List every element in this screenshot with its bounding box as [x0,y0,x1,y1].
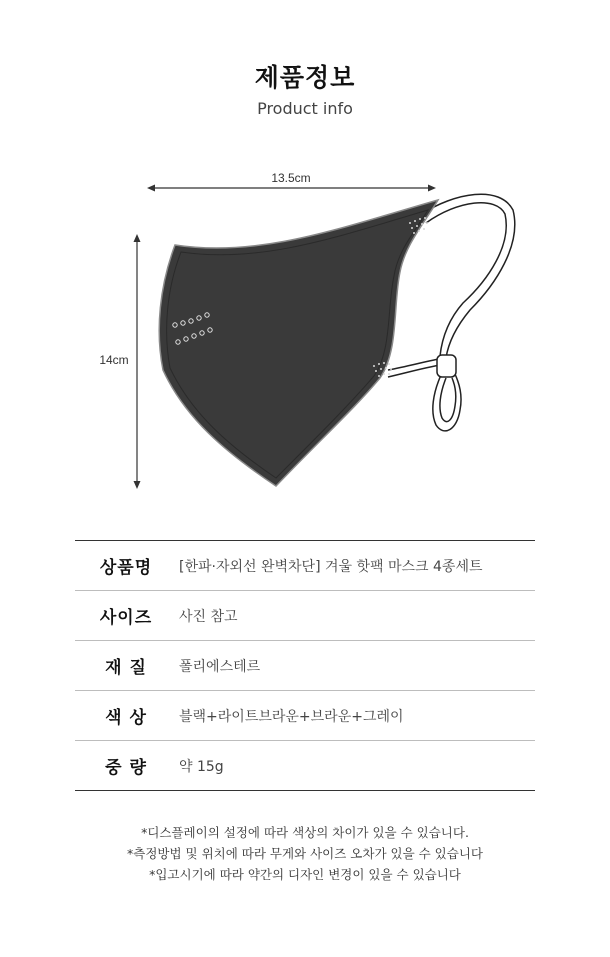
row-value: 약 15g [179,758,224,775]
row-label: 사이즈 [99,608,153,628]
row-value: [한파·자외선 완벽차단] 겨울 핫팩 마스크 4종세트 [179,558,483,575]
note-line: *입고시기에 따라 약간의 디자인 변경이 있을 수 있습니다 [149,867,461,882]
row-label: 상품명 [99,558,153,578]
row-label: 중 량 [105,758,147,778]
table-row [75,541,535,591]
notes [0,822,610,885]
row-value: 폴리에스테르 [179,658,261,675]
mask-size-diagram [0,150,610,510]
row-label: 재 질 [105,658,147,678]
table-row [75,641,535,691]
row-value: 블랙+라이트브라운+브라운+그레이 [179,708,404,725]
page-title: 제품정보 [254,63,356,92]
page-subtitle: Product info [257,99,353,118]
width-label: 13.5cm [271,171,311,185]
width-dimension [147,171,436,192]
height-label: 14cm [99,353,129,367]
table-row [75,591,535,641]
table-row [75,741,535,791]
mask-body [159,200,438,486]
table-row [75,691,535,741]
note-line: *측정방법 및 위치에 따라 무게와 사이즈 오차가 있을 수 있습니다 [127,846,483,861]
product-info-table [75,540,535,791]
cord-stopper [437,355,456,377]
note-line: *디스플레이의 설정에 따라 색상의 차이가 있을 수 있습니다. [141,825,469,840]
row-label: 색 상 [105,708,147,728]
row-value: 사진 참고 [179,608,238,625]
height-dimension [99,234,140,489]
